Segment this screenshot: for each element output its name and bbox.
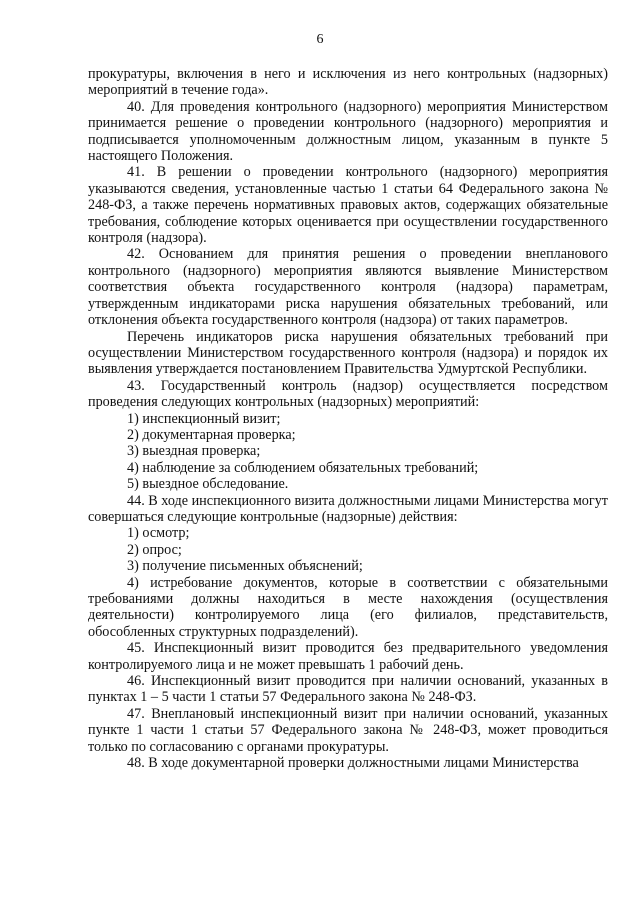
paragraph: 48. В ходе документарной проверки должностными лицами Министерства bbox=[127, 755, 579, 772]
paragraph: 1) осмотр; bbox=[127, 525, 190, 542]
paragraph: 47. Внеплановый инспекционный визит при наличии оснований, указанных пункте 1 части 1 статьи 57 Федерального закона № 248-ФЗ, может проводиться только по согласованию с органами прокуратуры. bbox=[88, 705, 608, 755]
paragraph: 44. В ходе инспекционного визита должностными лицами Министерства могут совершаться следующие контрольные (надзорные) действия: bbox=[88, 492, 609, 525]
paragraph: 45. Инспекционный визит проводится без предварительного уведомления контролируемого лица и не может превышать 1 рабочий день. bbox=[88, 640, 608, 673]
paragraph: 41. В решении о проведении контрольного (надзорного) мероприятия указываются сведения, установленные частью 1 статьи 64 Федерального закона № 248-ФЗ, а также перечень нормативных правовых актов, содержащих обязательные требования, соблюдение которых оценивается при осуществлении государственного контроля (надзора). bbox=[88, 164, 608, 247]
paragraph: прокуратуры, включения в него и исключения из него контрольных (надзорных) мероприятий в течение года». bbox=[88, 66, 608, 99]
paragraph: 3) выездная проверка; bbox=[127, 443, 261, 460]
paragraph: 46. Инспекционный визит проводится при наличии оснований, указанных в пунктах 1 – 5 части 1 статьи 57 Федерального закона № 248-ФЗ. bbox=[88, 673, 608, 706]
paragraph: 1) инспекционный визит; bbox=[127, 410, 281, 427]
paragraph: 42. Основанием для принятия решения о проведении внепланового контрольного (надзорного) мероприятия являются выявление Министерством соответствия объекта государственного контроля (надзора) параметрам, утвержденным индикаторами риска нарушения обязательных требований, или отклонения объекта государственного контроля (надзора) от таких параметров. bbox=[88, 246, 608, 329]
paragraph: 40. Для проведения контрольного (надзорного) мероприятия Министерством принимается решение о проведении контрольного (надзорного) мероприятия и подписывается уполномоченным должностным лицом, указанным в пункте 5 настоящего Положения. bbox=[88, 98, 608, 165]
paragraph: Перечень индикаторов риска нарушения обязательных требований при осуществлении Министерством государственного контроля (надзора) и порядок их выявления утверждается постановлением Правительства Удмуртской Республики. bbox=[88, 328, 608, 378]
page-number: 6 bbox=[316, 32, 324, 47]
paragraph: 2) опрос; bbox=[127, 541, 182, 558]
paragraph: 2) документарная проверка; bbox=[127, 426, 296, 443]
paragraph: 4) истребование документов, которые в соответствии с обязательными требованиями должны находиться в месте нахождения (осуществления деятельности) контролируемого лица (его филиалов, представительств, обособленных структурных подразделений). bbox=[88, 574, 608, 640]
paragraph: 5) выездное обследование. bbox=[127, 476, 289, 493]
paragraph: 4) наблюдение за соблюдением обязательных требований; bbox=[127, 459, 479, 476]
paragraph: 3) получение письменных объяснений; bbox=[127, 558, 363, 575]
document-body bbox=[88, 66, 608, 771]
paragraph: 43. Государственный контроль (надзор) осуществляется посредством проведения следующих контрольных (надзорных) мероприятий: bbox=[88, 377, 608, 411]
